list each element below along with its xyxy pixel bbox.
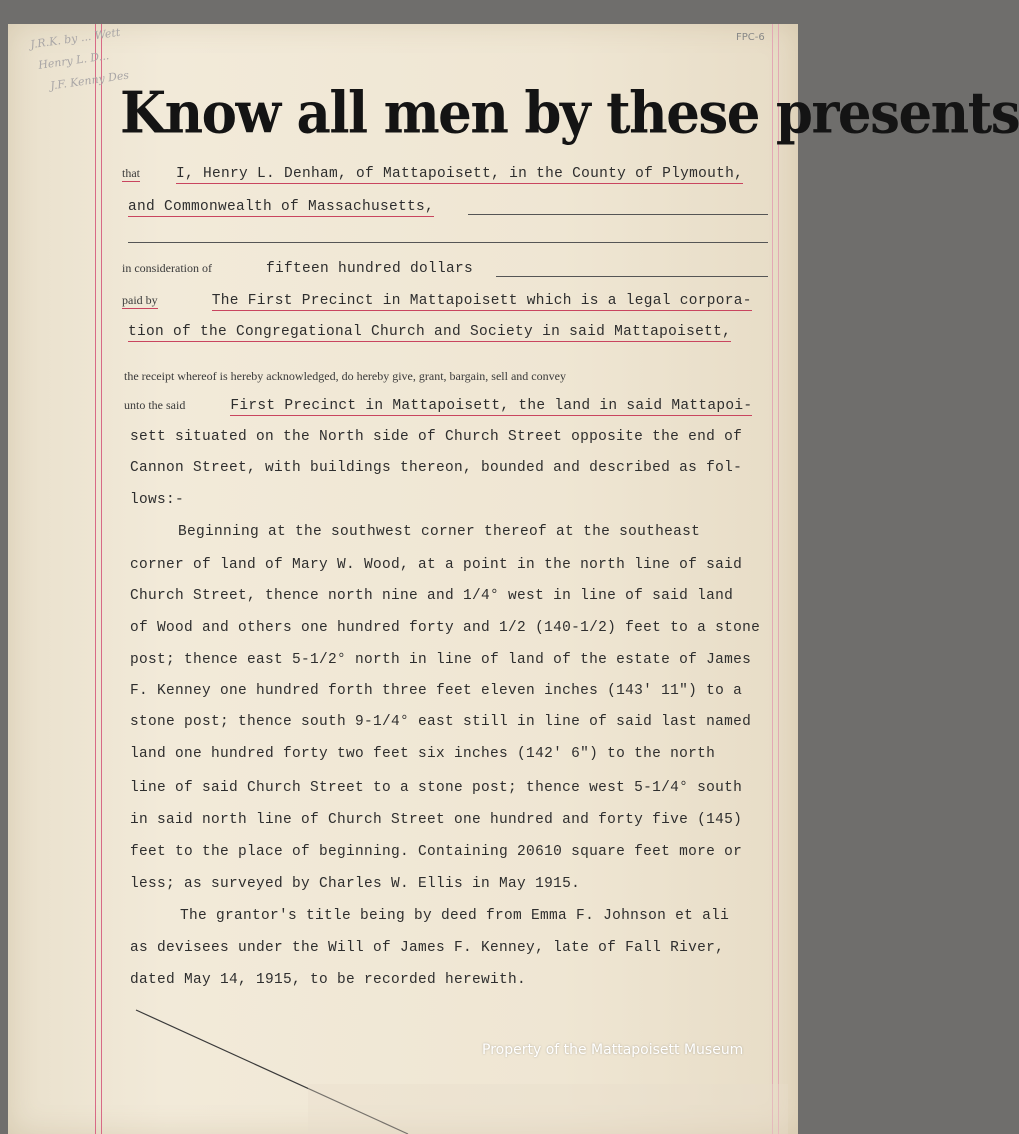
body-line: F. Kenney one hundred forth three feet eleven inches (143' 11") to a <box>130 683 743 699</box>
grantor-text: I, Henry L. Denham, of Mattapoisett, in the County of Plymouth, <box>176 166 744 182</box>
unto-label: unto the said <box>124 398 186 412</box>
body-line: less; as surveyed by Charles W. Ellis in May 1915. <box>130 876 581 892</box>
body-line: post; thence east 5-1/2° north in line of land of the estate of James <box>130 652 752 668</box>
that-label: that <box>122 166 140 180</box>
body-line: The grantor's title being by deed from Emma F. Johnson et ali <box>180 908 730 924</box>
body-line: line of said Church Street to a stone post; thence west 5-1/4° south <box>130 780 743 796</box>
body-line: Church Street, thence north nine and 1/4° west in line of said land <box>130 588 734 604</box>
receipt-clause: the receipt whereof is hereby acknowledged, do hereby give, grant, bargain, sell and convey <box>124 369 566 383</box>
grantee-text-2: tion of the Congregational Church and Society in said Mattapoisett, <box>128 324 732 340</box>
pencil-note: J.F. Kenny Des <box>49 68 130 93</box>
body-line: Beginning at the southwest corner thereof at the southeast <box>178 524 701 540</box>
body-line: in said north line of Church Street one hundred and forty five (145) <box>130 812 743 828</box>
body-line: land one hundred forty two feet six inches (142' 6") to the north <box>130 746 716 762</box>
museum-watermark: Property of the Mattapoisett Museum <box>482 1042 744 1058</box>
pencil-note: J.R.K. by ... Wett <box>29 25 122 52</box>
body-line: sett situated on the North side of Church Street opposite the end of <box>130 429 743 445</box>
grantor-text-2: and Commonwealth of Massachusetts, <box>128 199 435 215</box>
consideration-label: in consideration of <box>122 261 212 275</box>
diagonal-strike-line <box>8 24 1019 1134</box>
document-number: FPC-6 <box>736 32 765 43</box>
paid-by-label: paid by <box>122 293 158 307</box>
deed-page <box>8 24 1019 1134</box>
pencil-note: Henry L. D... <box>37 49 110 72</box>
body-line: feet to the place of beginning. Containing 20610 square feet more or <box>130 844 743 860</box>
body-line: stone post; thence south 9-1/4° east still in line of said last named <box>130 714 752 730</box>
consideration-amount: fifteen hundred dollars <box>266 261 474 277</box>
body-line: corner of land of Mary W. Wood, at a point in the north line of said <box>130 557 743 573</box>
grantee-text: The First Precinct in Mattapoisett which is a legal corpora- <box>211 293 752 309</box>
body-line: of Wood and others one hundred forty and 1/2 (140-1/2) feet to a stone <box>130 620 761 636</box>
body-line: Cannon Street, with buildings thereon, bounded and described as fol- <box>130 460 743 476</box>
body-line: dated May 14, 1915, to be recorded herewith. <box>130 972 527 988</box>
body-line: lows:- <box>130 492 185 508</box>
deed-headline: Know all men by these presents <box>120 79 1019 147</box>
body-line: as devisees under the Will of James F. Kenney, late of Fall River, <box>130 940 725 956</box>
body-line: First Precinct in Mattapoisett, the land in said Mattapoi- <box>230 398 753 414</box>
